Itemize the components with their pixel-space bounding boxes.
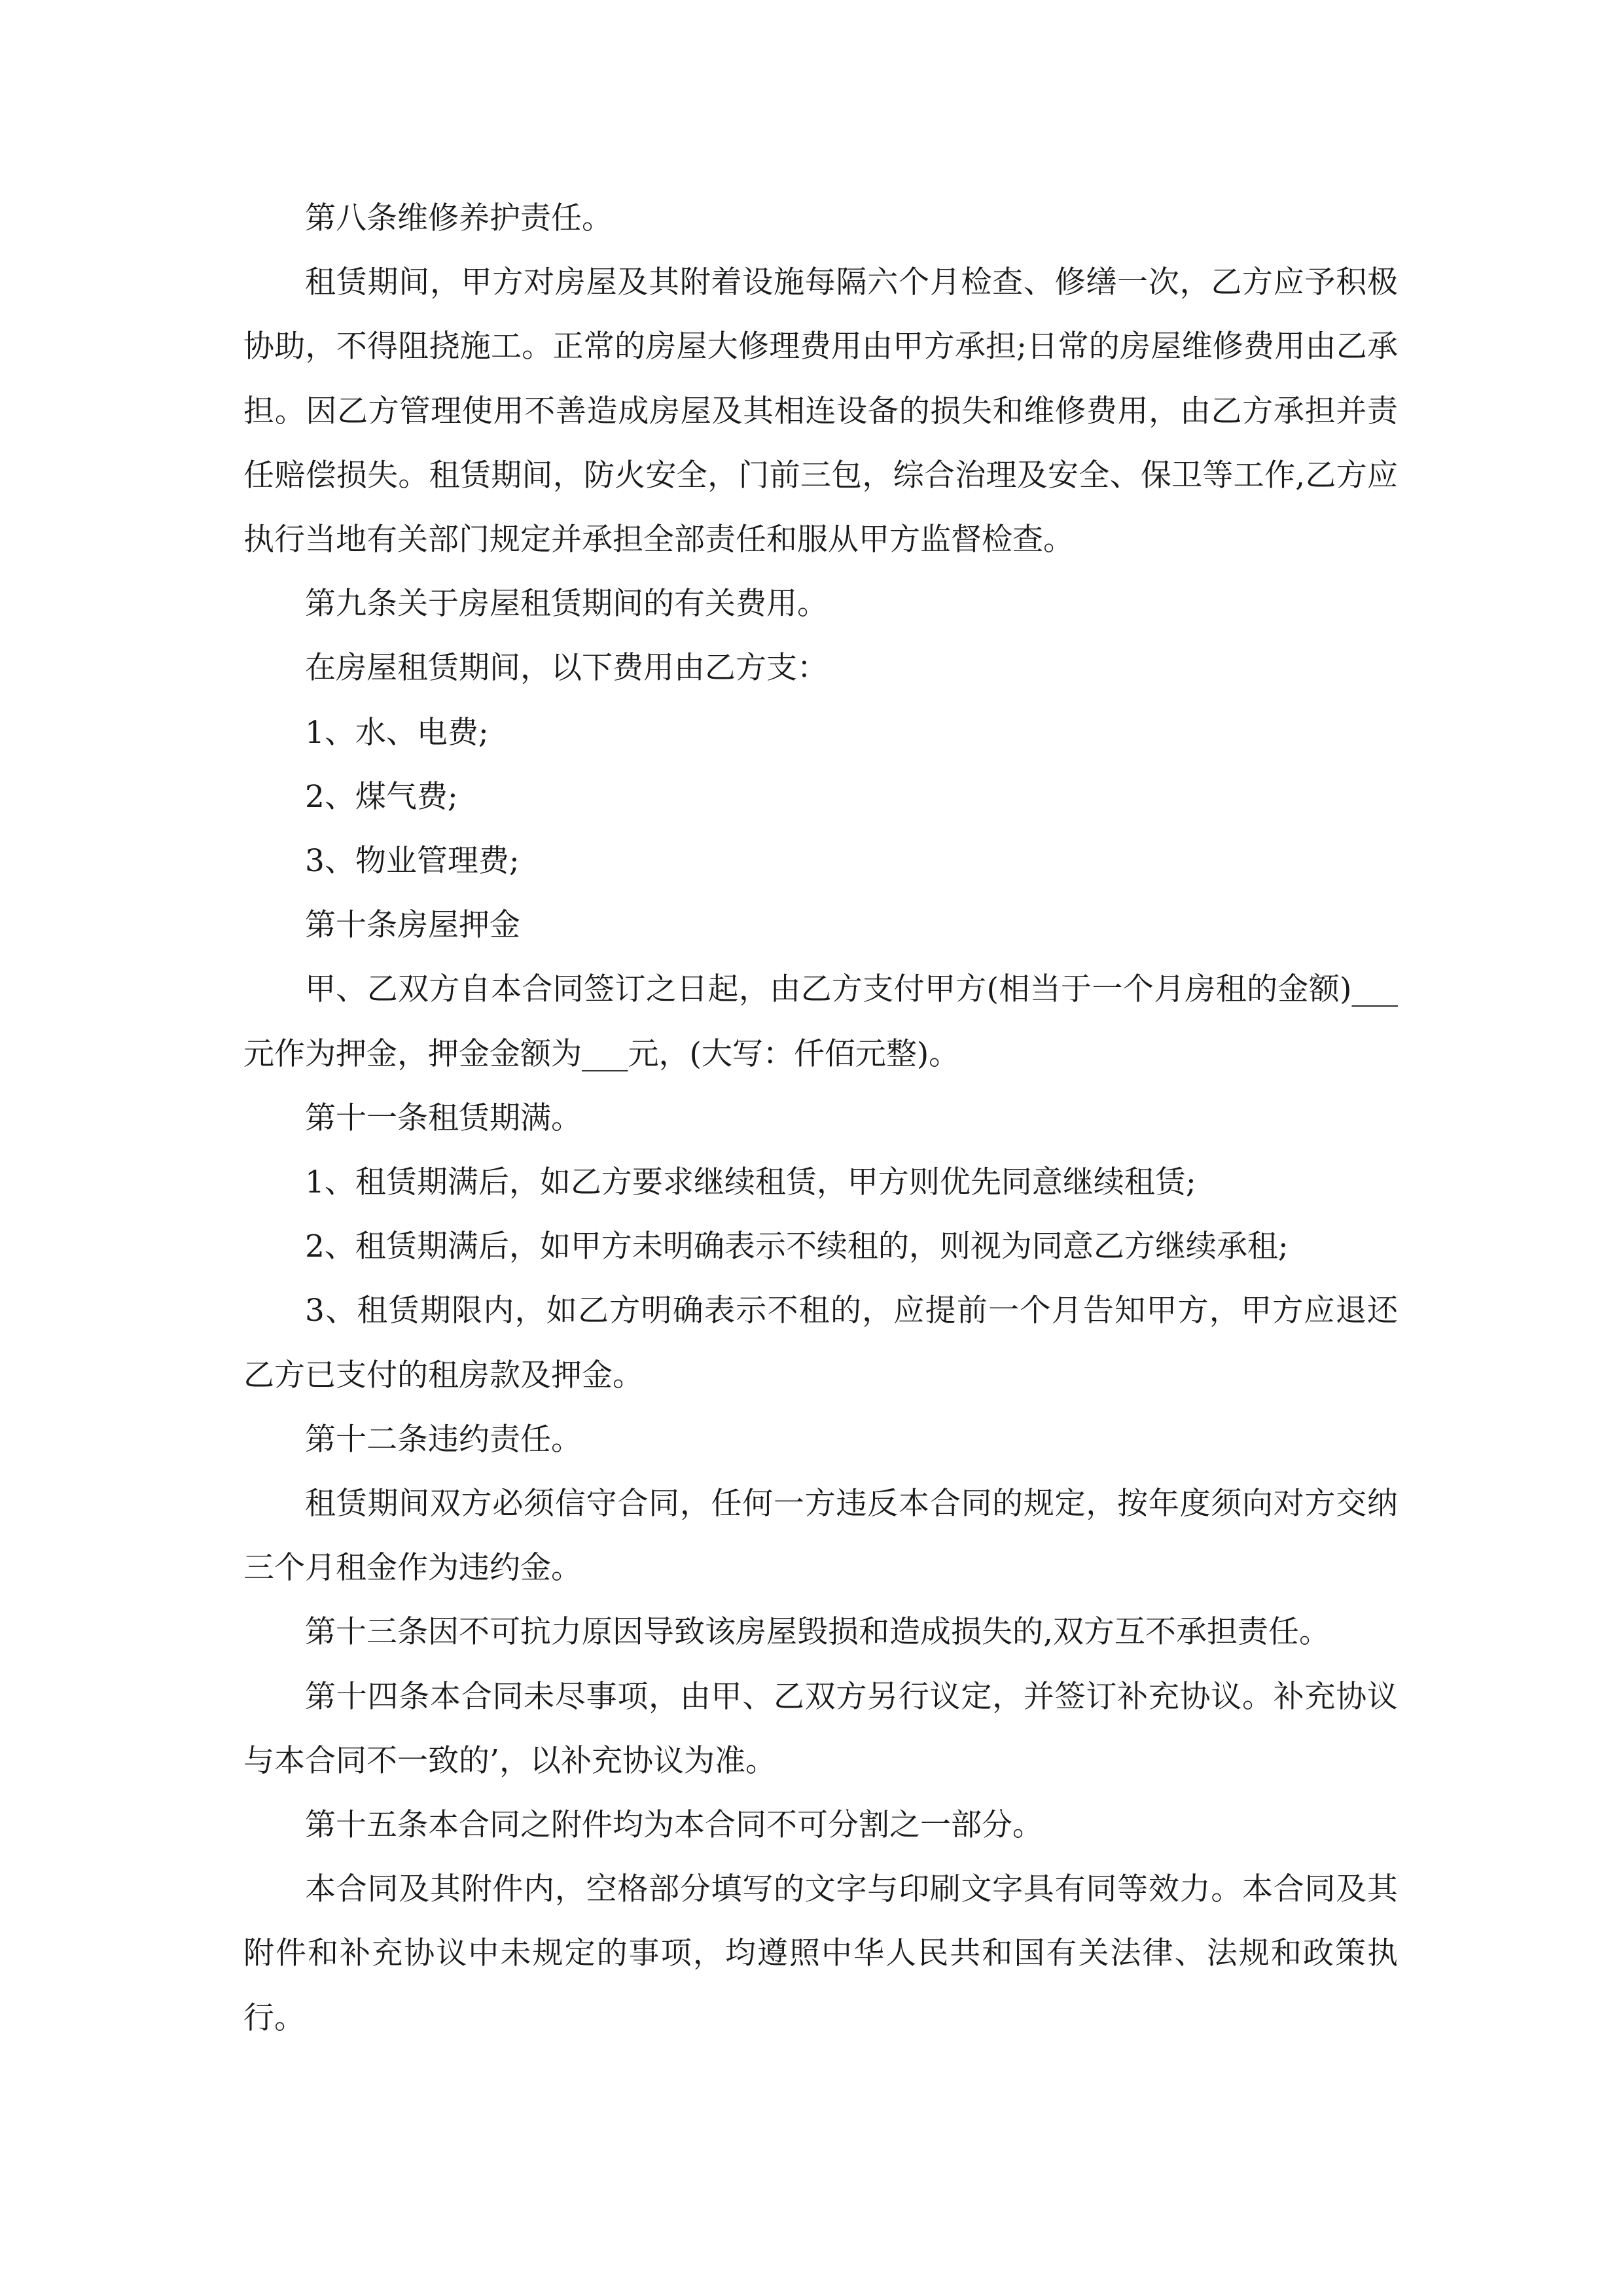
document-body <box>243 187 1398 2051</box>
list-item: 3、租赁期限内，如乙方明确表示不租的，应提前一个月告知甲方，甲方应退还乙方已支付的租房款及押金。 <box>243 1293 1398 1393</box>
list-item: 1、水、电费; <box>305 714 489 751</box>
article-13: 第十三条因不可抗力原因导致该房屋毁损和造成损失的,双方互不承担责任。 <box>305 1614 1330 1651</box>
article-10-heading: 第十条房屋押金 <box>305 907 520 944</box>
article-14: 第十四条本合同未尽事项，由甲、乙双方另行议定，并签订补充协议。补充协议与本合同不一致的’，以补充协议为准。 <box>243 1678 1398 1779</box>
article-8-heading: 第八条维修养护责任。 <box>305 200 613 236</box>
article-15: 第十五条本合同之附件均为本合同不可分割之一部分。 <box>305 1807 1043 1844</box>
article-9-intro: 在房屋租赁期间，以下费用由乙方支： <box>305 650 828 687</box>
list-item: 2、煤气费; <box>305 778 458 815</box>
article-10-body: 甲、乙双方自本合同签订之日起，由乙方支付甲方(相当于一个月房租的金额)___元作为押金，押金金额为___元，(大写：仟佰元整)。 <box>243 971 1398 1072</box>
closing-paragraph: 本合同及其附件内，空格部分填写的文字与印刷文字具有同等效力。本合同及其附件和补充协议中未规定的事项，均遵照中华人民共和国有关法律、法规和政策执行。 <box>243 1871 1398 2036</box>
list-item: 2、租赁期满后，如甲方未明确表示不续租的，则视为同意乙方继续承租; <box>305 1229 1289 1265</box>
list-item: 3、物业管理费; <box>305 843 520 880</box>
article-9-heading: 第九条关于房屋租赁期间的有关费用。 <box>305 586 828 622</box>
article-12-body: 租赁期间双方必须信守合同，任何一方违反本合同的规定，按年度须向对方交纳三个月租金作为违约金。 <box>243 1486 1398 1587</box>
article-12-heading: 第十二条违约责任。 <box>305 1421 582 1458</box>
list-item: 1、租赁期满后，如乙方要求继续租赁，甲方则优先同意继续租赁; <box>305 1164 1196 1201</box>
article-8-body: 租赁期间，甲方对房屋及其附着设施每隔六个月检查、修缮一次，乙方应予积极协助，不得阻挠施工。正常的房屋大修理费用由甲方承担;日常的房屋维修费用由乙承担。因乙方管理使用不善造成房屋及其相连设备的损失和维修费用，由乙方承担并责任赔偿损失。租赁期间，防火安全，门前三包，综合治理及安全、保卫等工作,乙方应执行当地有关部门规定并承担全部责任和服从甲方监督检查。 <box>243 264 1398 558</box>
article-11-heading: 第十一条租赁期满。 <box>305 1100 582 1136</box>
